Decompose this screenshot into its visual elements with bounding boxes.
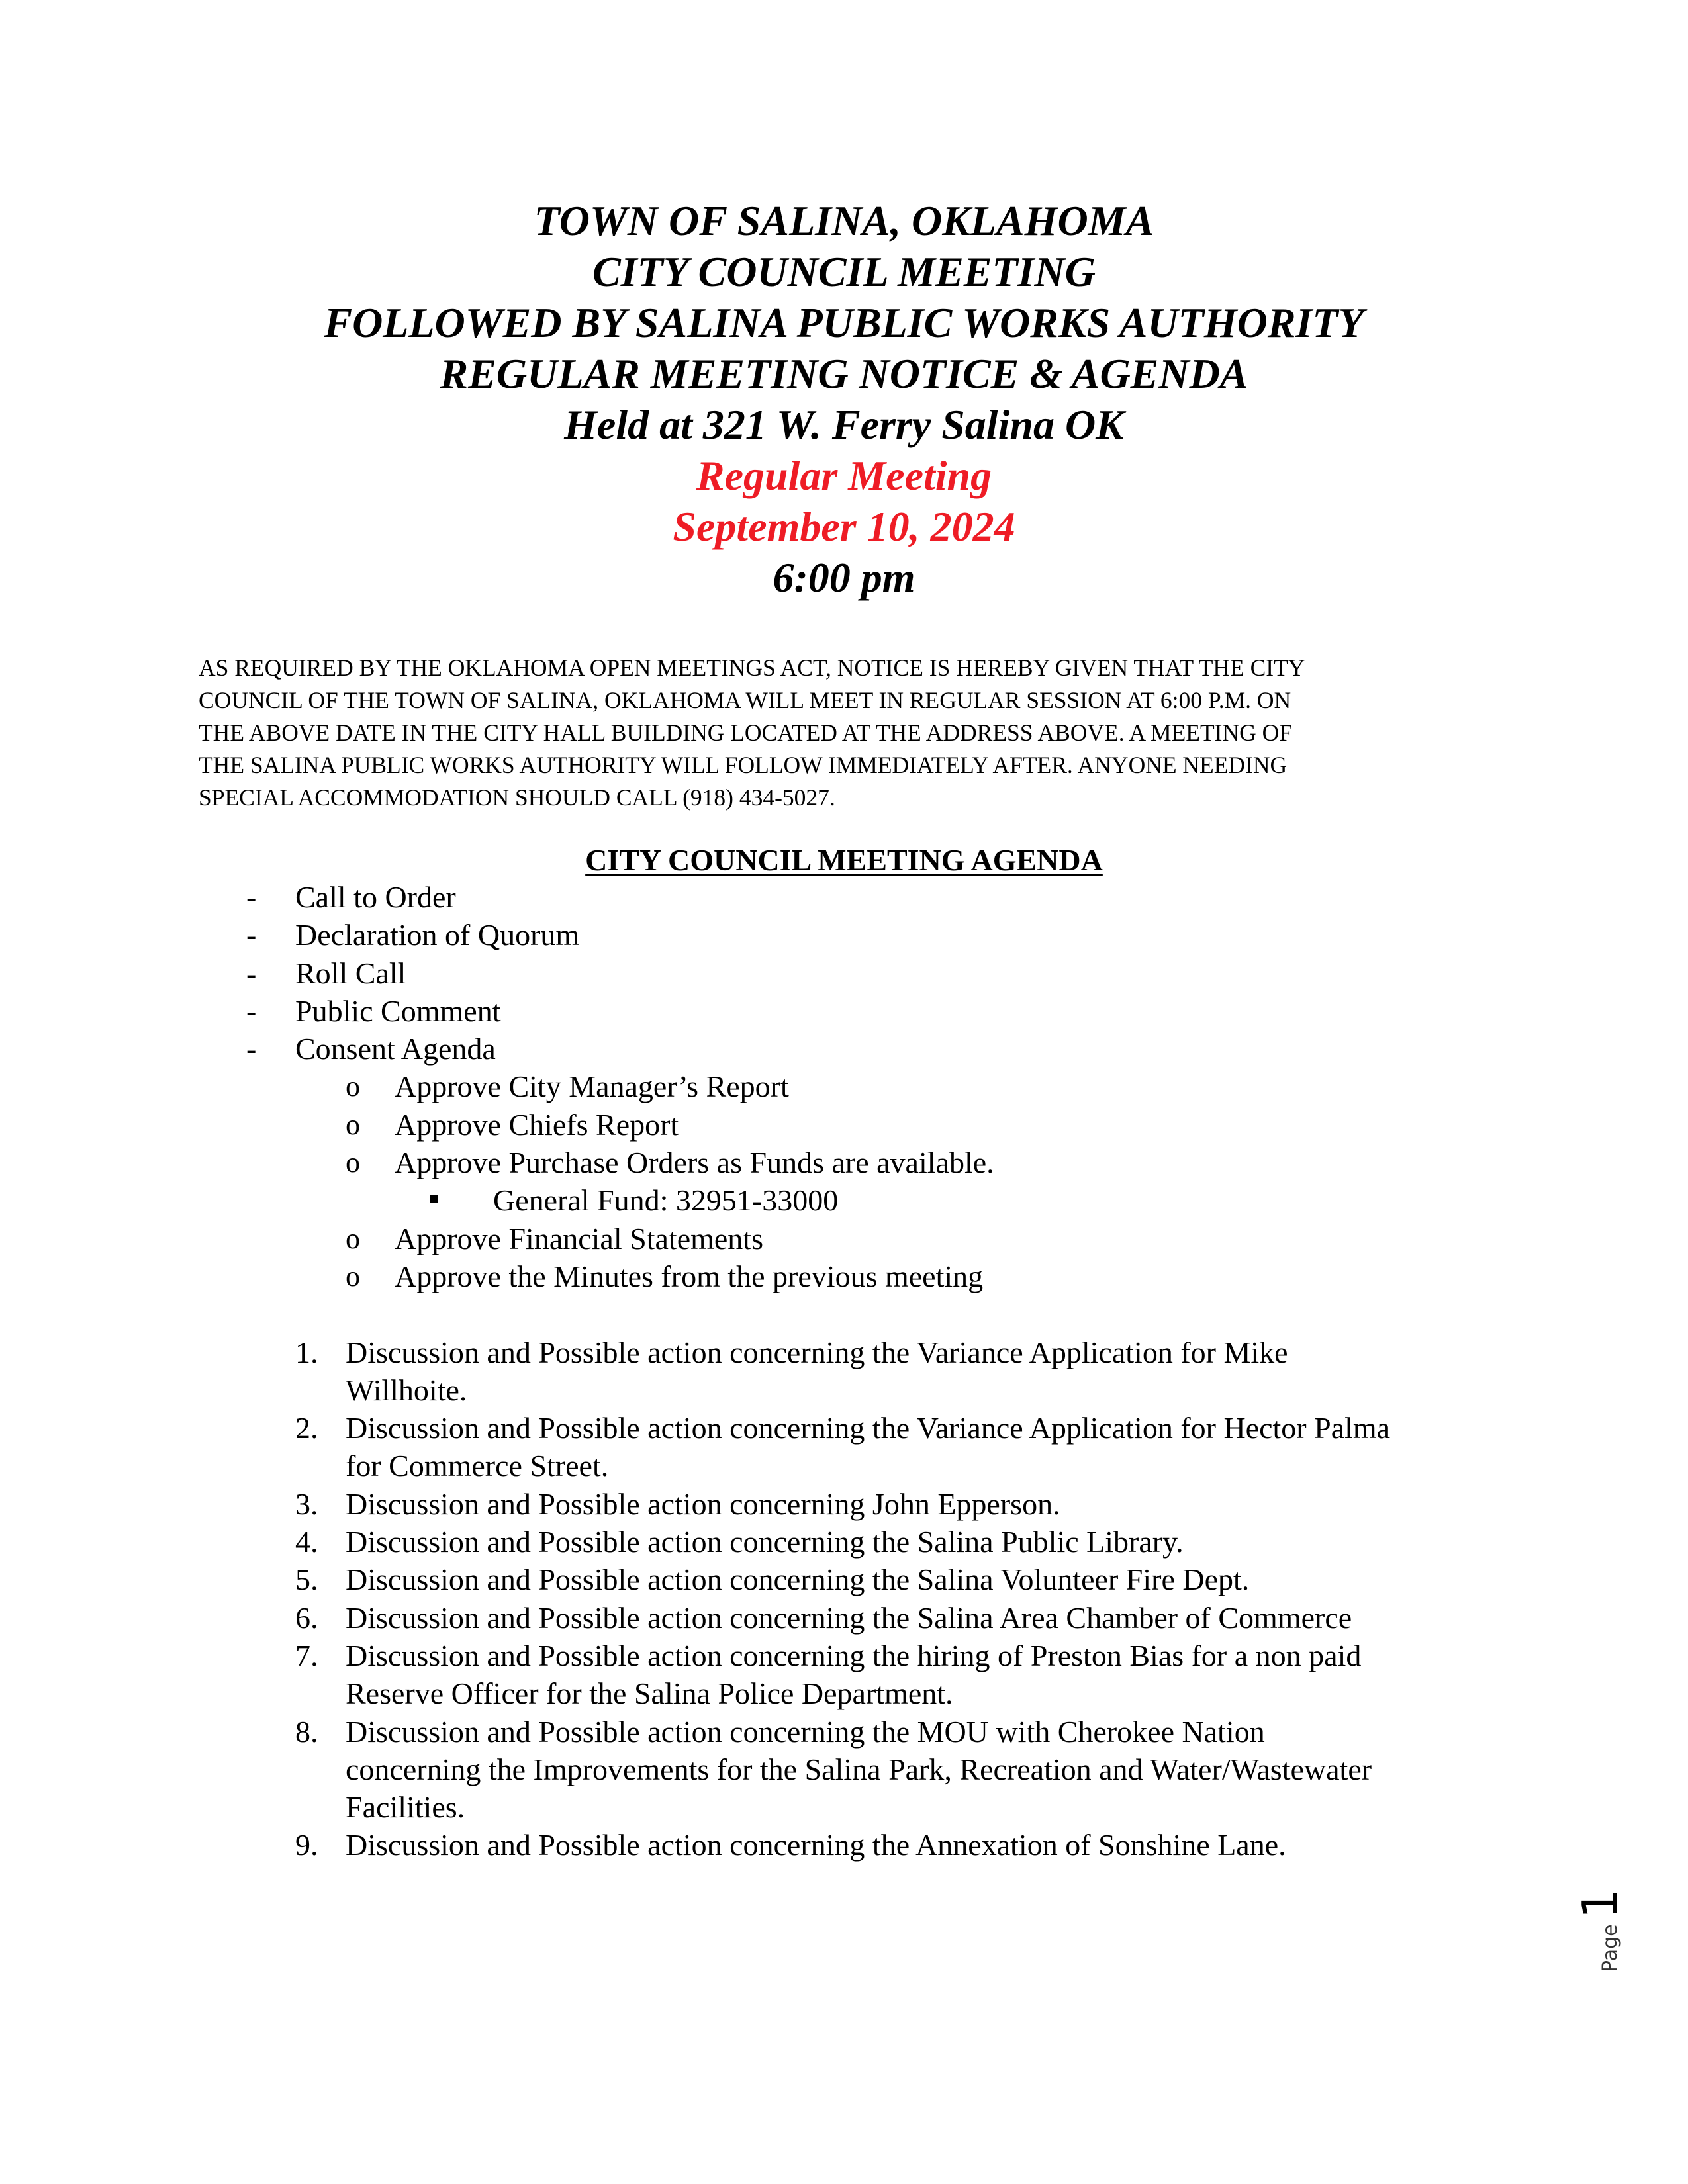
notice-line: SPECIAL ACCOMMODATION SHOULD CALL (918) 434-5027.	[199, 784, 835, 811]
header-notice-agenda: REGULAR MEETING NOTICE & AGENDA	[440, 350, 1248, 397]
header-meeting-type: Regular Meeting	[696, 452, 992, 499]
numbered-item	[0, 1523, 1688, 1561]
numbered-item	[0, 1485, 1688, 1523]
numbered-item	[0, 1637, 1688, 1674]
consent-item-text: Approve Financial Statements	[395, 1221, 763, 1255]
numbered-item	[0, 1334, 1688, 1371]
header-town-name: TOWN OF SALINA, OKLAHOMA	[534, 197, 1154, 244]
numbered-item-continuation	[0, 1371, 1688, 1409]
numbered-item-continuation	[0, 1788, 1688, 1826]
item-text: Discussion and Possible action concerning the MOU with Cherokee Nation	[346, 1714, 1265, 1749]
consent-item	[0, 1220, 1688, 1257]
item-text: for Commerce Street.	[346, 1449, 609, 1483]
notice-line: THE SALINA PUBLIC WORKS AUTHORITY WILL FOLLOW IMMEDIATELY AFTER. ANYONE NEEDING	[199, 752, 1288, 778]
consent-item-text: Approve Chiefs Report	[395, 1107, 679, 1142]
consent-item-text: Approve the Minutes from the previous meeting	[395, 1259, 984, 1293]
notice-line: AS REQUIRED BY THE OKLAHOMA OPEN MEETINGS ACT, NOTICE IS HEREBY GIVEN THAT THE CITY	[199, 655, 1305, 681]
item-text: Reserve Officer for the Salina Police Department.	[346, 1676, 953, 1711]
notice-line: THE ABOVE DATE IN THE CITY HALL BUILDING LOCATED AT THE ADDRESS ABOVE. A MEETING OF	[199, 719, 1293, 746]
item-number: 5.	[295, 1563, 318, 1597]
numbered-item-continuation	[0, 1674, 1688, 1712]
header-meeting-date: September 10, 2024	[673, 503, 1015, 550]
header-followed-by: FOLLOWED BY SALINA PUBLIC WORKS AUTHORITY	[324, 299, 1364, 346]
general-fund-text: General Fund: 32951-33000	[493, 1183, 839, 1218]
circle-bullet: o	[346, 1222, 360, 1255]
agenda-item-text: Call to Order	[295, 880, 456, 914]
dash-bullet: -	[246, 880, 257, 914]
numbered-item	[0, 1826, 1688, 1864]
circle-bullet: o	[346, 1108, 360, 1141]
item-text: Willhoite.	[346, 1373, 467, 1407]
item-number: 7.	[295, 1638, 318, 1672]
item-text: Discussion and Possible action concerning the Salina Public Library.	[346, 1525, 1184, 1559]
consent-item	[0, 1068, 1688, 1105]
page-digit: 1	[1572, 1888, 1628, 1919]
agenda-item-text: Roll Call	[295, 956, 406, 990]
item-number: 9.	[295, 1828, 318, 1862]
numbered-item	[0, 1599, 1688, 1637]
item-text: Discussion and Possible action concerning John Epperson.	[346, 1486, 1060, 1521]
square-bullet-icon	[430, 1195, 438, 1203]
consent-item	[0, 1257, 1688, 1295]
circle-bullet: o	[346, 1070, 360, 1103]
item-number: 3.	[295, 1486, 318, 1521]
agenda-dash-item	[0, 954, 1688, 992]
item-text: concerning the Improvements for the Salina Park, Recreation and Water/Wastewater	[346, 1752, 1372, 1786]
open-meetings-notice	[199, 652, 1489, 814]
item-text: Discussion and Possible action concerning the hiring of Preston Bias for a non paid	[346, 1638, 1362, 1672]
item-number: 6.	[295, 1600, 318, 1635]
notice-line: COUNCIL OF THE TOWN OF SALINA, OKLAHOMA WILL MEET IN REGULAR SESSION AT 6:00 P.M. ON	[199, 687, 1291, 713]
numbered-item-continuation	[0, 1447, 1688, 1484]
page-word: Page	[1599, 1924, 1622, 1972]
dash-bullet: -	[246, 1032, 257, 1066]
header-location: Held at 321 W. Ferry Salina OK	[564, 401, 1124, 448]
item-number: 4.	[295, 1525, 318, 1559]
dash-bullet: -	[246, 993, 257, 1028]
agenda-dash-item	[0, 916, 1688, 954]
circle-bullet: o	[346, 1259, 360, 1293]
item-text: Discussion and Possible action concerning the Annexation of Sonshine Lane.	[346, 1828, 1286, 1862]
numbered-item	[0, 1713, 1688, 1751]
item-text: Discussion and Possible action concerning the Variance Application for Mike	[346, 1335, 1288, 1369]
numbered-item	[0, 1561, 1688, 1598]
numbered-item-continuation	[0, 1751, 1688, 1788]
agenda-item-text: Public Comment	[295, 993, 501, 1028]
header-meeting-time: 6:00 pm	[773, 554, 915, 601]
item-text: Discussion and Possible action concerning the Salina Area Chamber of Commerce	[346, 1600, 1352, 1635]
agenda-dash-item	[0, 878, 1688, 916]
item-number: 1.	[295, 1335, 318, 1369]
agenda-dash-item	[0, 1030, 1688, 1068]
agenda-dash-item	[0, 992, 1688, 1030]
item-text: Discussion and Possible action concerning the Salina Volunteer Fire Dept.	[346, 1563, 1250, 1597]
dash-bullet: -	[246, 956, 257, 990]
consent-item-text: Approve Purchase Orders as Funds are available.	[395, 1146, 994, 1180]
circle-bullet: o	[346, 1146, 360, 1179]
list-spacer	[0, 1295, 1688, 1333]
dash-bullet: -	[246, 918, 257, 952]
page-number-rotated	[1572, 1889, 1628, 1972]
agenda-heading: CITY COUNCIL MEETING AGENDA	[585, 843, 1103, 877]
item-number: 8.	[295, 1714, 318, 1749]
consent-item-text: Approve City Manager’s Report	[395, 1069, 789, 1104]
header-meeting-title: CITY COUNCIL MEETING	[592, 248, 1096, 295]
agenda-item-text: Consent Agenda	[295, 1032, 496, 1066]
item-number: 2.	[295, 1411, 318, 1445]
consent-item	[0, 1106, 1688, 1144]
item-text: Facilities.	[346, 1790, 465, 1825]
document-header	[0, 195, 1688, 603]
item-text: Discussion and Possible action concerning the Variance Application for Hector Palma	[346, 1411, 1391, 1445]
numbered-item	[0, 1409, 1688, 1447]
agenda-item-text: Declaration of Quorum	[295, 918, 580, 952]
page-number	[1562, 1880, 1642, 1972]
purchase-order-sub-item	[0, 1181, 1688, 1219]
consent-item	[0, 1144, 1688, 1181]
agenda-list	[0, 878, 1688, 1864]
